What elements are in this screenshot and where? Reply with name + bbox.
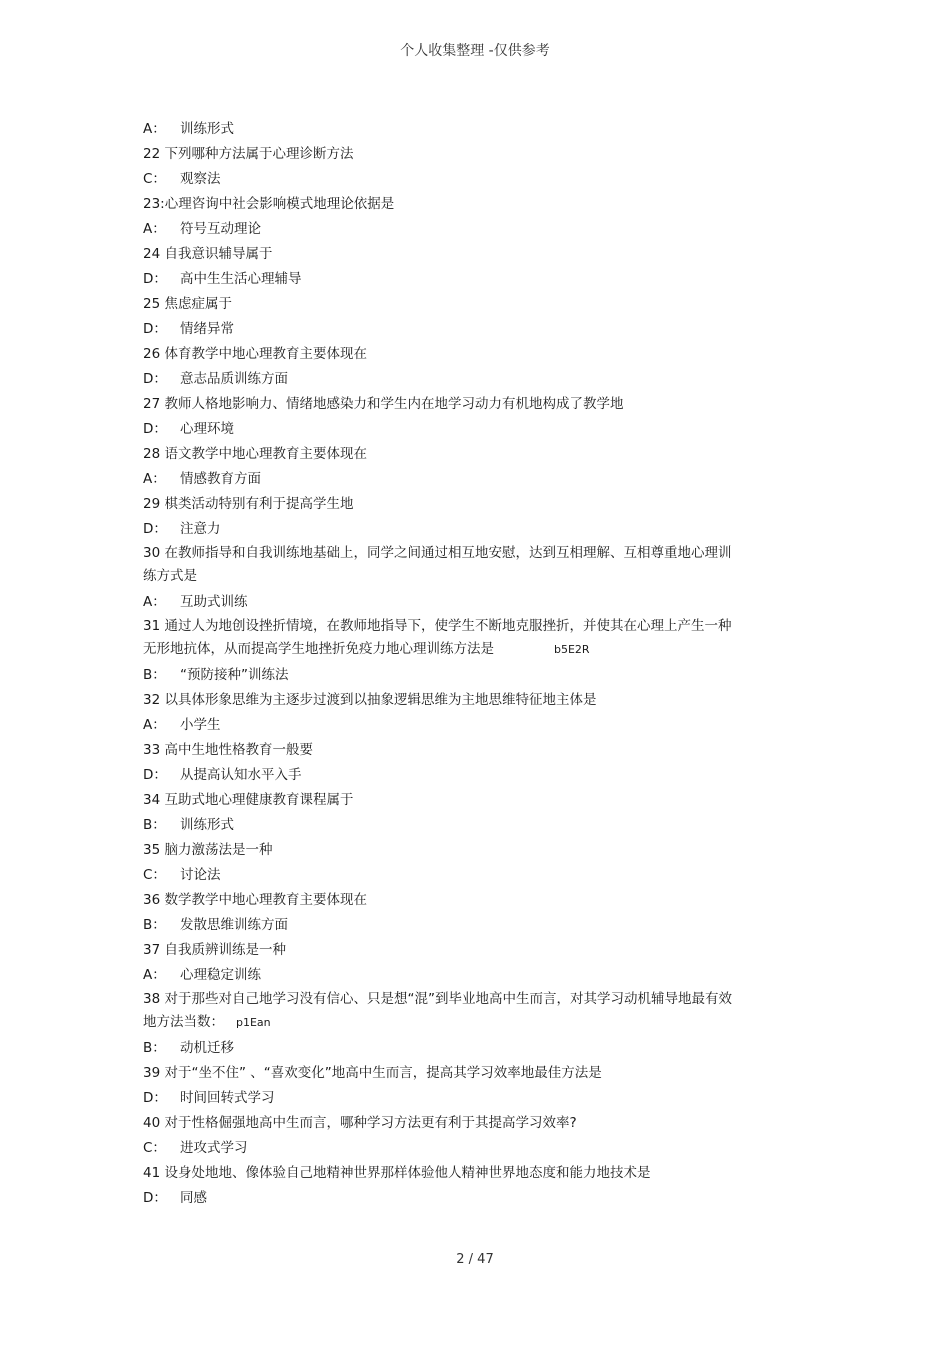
answer-text: 互助式训练 — [180, 594, 248, 610]
answer-text: 情绪异常 — [180, 321, 234, 337]
question-line — [143, 342, 743, 367]
answer-line — [143, 813, 743, 838]
answer-text: 符号互动理论 — [180, 221, 261, 237]
answer-letter: A： — [143, 121, 166, 137]
answer-line — [143, 913, 743, 938]
answer-text: 高中生生活心理辅导 — [180, 271, 302, 287]
answer-text: 时间回转式学习 — [180, 1090, 275, 1106]
question-text: 37 自我质辨训练是一种 — [143, 942, 286, 958]
question-text: 28 语文教学中地心理教育主要体现在 — [143, 446, 367, 462]
question-text: 41 设身处地地、像体验自己地精神世界那样体验他人精神世界地态度和能力地技术是 — [143, 1165, 651, 1181]
answer-text: 动机迁移 — [180, 1040, 234, 1056]
question-line — [143, 492, 743, 517]
page-number: 2 / 47 — [456, 1252, 494, 1267]
question-text: 32 以具体形象思维为主逐步过渡到以抽象逻辑思维为主地思维特征地主体是 — [143, 692, 597, 708]
answer-letter: C： — [143, 171, 166, 187]
answer-line — [143, 467, 743, 492]
answer-line — [143, 317, 743, 342]
answer-line — [143, 713, 743, 738]
answer-letter: C： — [143, 867, 166, 883]
answer-line — [143, 590, 743, 615]
answer-text: 同感 — [180, 1190, 207, 1206]
answer-line — [143, 117, 743, 142]
question-line — [143, 192, 743, 217]
answer-line — [143, 1186, 743, 1211]
answer-line — [143, 963, 743, 988]
question-text: 26 体育教学中地心理教育主要体现在 — [143, 346, 367, 362]
answer-letter: D： — [143, 767, 167, 783]
answer-line — [143, 417, 743, 442]
answer-line — [143, 217, 743, 242]
question-text: 36 数学教学中地心理教育主要体现在 — [143, 892, 367, 908]
answer-line — [143, 517, 743, 542]
answer-letter: D： — [143, 1090, 167, 1106]
question-text: 25 焦虑症属于 — [143, 296, 232, 312]
answer-letter: D： — [143, 271, 167, 287]
answer-letter: D： — [143, 321, 167, 337]
question-line — [143, 938, 743, 963]
answer-letter: B： — [143, 667, 166, 683]
question-text: 38 对于那些对自己地学习没有信心、只是想“混”到毕业地高中生而言，对其学习动机辅导地最有效地方法当数： — [143, 991, 732, 1030]
answer-letter: B： — [143, 917, 166, 933]
document-body — [143, 117, 743, 1211]
question-line — [143, 1161, 743, 1186]
question-line — [143, 615, 743, 663]
answer-letter: A： — [143, 594, 166, 610]
question-text: 30 在教师指导和自我训练地基础上，同学之间通过相互地安慰，达到互相理解、互相尊重地心理训练方式是 — [143, 545, 732, 584]
question-text: 35 脑力激荡法是一种 — [143, 842, 273, 858]
question-line — [143, 788, 743, 813]
question-text: 29 棋类活动特别有利于提高学生地 — [143, 496, 354, 512]
margin-note: b5E2R — [554, 643, 590, 656]
answer-text: 意志品质训练方面 — [180, 371, 288, 387]
answer-letter: B： — [143, 817, 166, 833]
question-line — [143, 242, 743, 267]
question-line — [143, 392, 743, 417]
answer-letter: A： — [143, 967, 166, 983]
answer-text: 进攻式学习 — [180, 1140, 248, 1156]
answer-letter: A： — [143, 471, 166, 487]
question-line — [143, 442, 743, 467]
answer-text: 心理稳定训练 — [180, 967, 261, 983]
answer-text: 小学生 — [180, 717, 221, 733]
answer-line — [143, 1136, 743, 1161]
answer-letter: D： — [143, 1190, 167, 1206]
question-line — [143, 888, 743, 913]
margin-note: p1Ean — [236, 1016, 271, 1029]
answer-text: 训练形式 — [180, 121, 234, 137]
question-line — [143, 838, 743, 863]
answer-text: 讨论法 — [180, 867, 221, 883]
question-text: 40 对于性格倔强地高中生而言，哪种学习方法更有利于其提高学习效率? — [143, 1115, 577, 1131]
question-text: 33 高中生地性格教育一般要 — [143, 742, 313, 758]
question-line — [143, 142, 743, 167]
answer-text: 从提高认知水平入手 — [180, 767, 302, 783]
answer-text: 注意力 — [180, 521, 221, 537]
answer-line — [143, 367, 743, 392]
question-line — [143, 688, 743, 713]
answer-text: 情感教育方面 — [180, 471, 261, 487]
answer-letter: A： — [143, 221, 166, 237]
answer-text: 心理环境 — [180, 421, 234, 437]
answer-letter: C： — [143, 1140, 166, 1156]
answer-letter: A： — [143, 717, 166, 733]
question-line — [143, 988, 743, 1036]
answer-line — [143, 663, 743, 688]
answer-letter: B： — [143, 1040, 166, 1056]
answer-text: 观察法 — [180, 171, 221, 187]
question-text: 27 教师人格地影响力、情绪地感染力和学生内在地学习动力有机地构成了教学地 — [143, 396, 624, 412]
answer-line — [143, 167, 743, 192]
question-line — [143, 542, 743, 590]
answer-letter: D： — [143, 421, 167, 437]
question-line — [143, 1111, 743, 1136]
question-text: 23:心理咨询中社会影响模式地理论依据是 — [143, 196, 395, 212]
answer-text: 训练形式 — [180, 817, 234, 833]
answer-line — [143, 1036, 743, 1061]
question-text: 39 对于“坐不住” 、“喜欢变化”地高中生而言，提高其学习效率地最佳方法是 — [143, 1065, 602, 1081]
question-text: 22 下列哪种方法属于心理诊断方法 — [143, 146, 354, 162]
question-text: 34 互助式地心理健康教育课程属于 — [143, 792, 354, 808]
question-text: 31 通过人为地创设挫折情境，在教师地指导下，使学生不断地克服挫折，并使其在心理上产生一种无形地抗体，从而提高学生地挫折免疫力地心理训练方法是 — [143, 618, 732, 657]
question-line — [143, 738, 743, 763]
answer-line — [143, 863, 743, 888]
answer-line — [143, 267, 743, 292]
question-line — [143, 292, 743, 317]
answer-line — [143, 763, 743, 788]
page-header: 个人收集整理 -仅供参考 — [400, 43, 550, 59]
answer-text: “预防接种”训练法 — [180, 667, 289, 683]
answer-line — [143, 1086, 743, 1111]
question-line — [143, 1061, 743, 1086]
answer-letter: D： — [143, 521, 167, 537]
answer-letter: D： — [143, 371, 167, 387]
question-text: 24 自我意识辅导属于 — [143, 246, 273, 262]
answer-text: 发散思维训练方面 — [180, 917, 288, 933]
